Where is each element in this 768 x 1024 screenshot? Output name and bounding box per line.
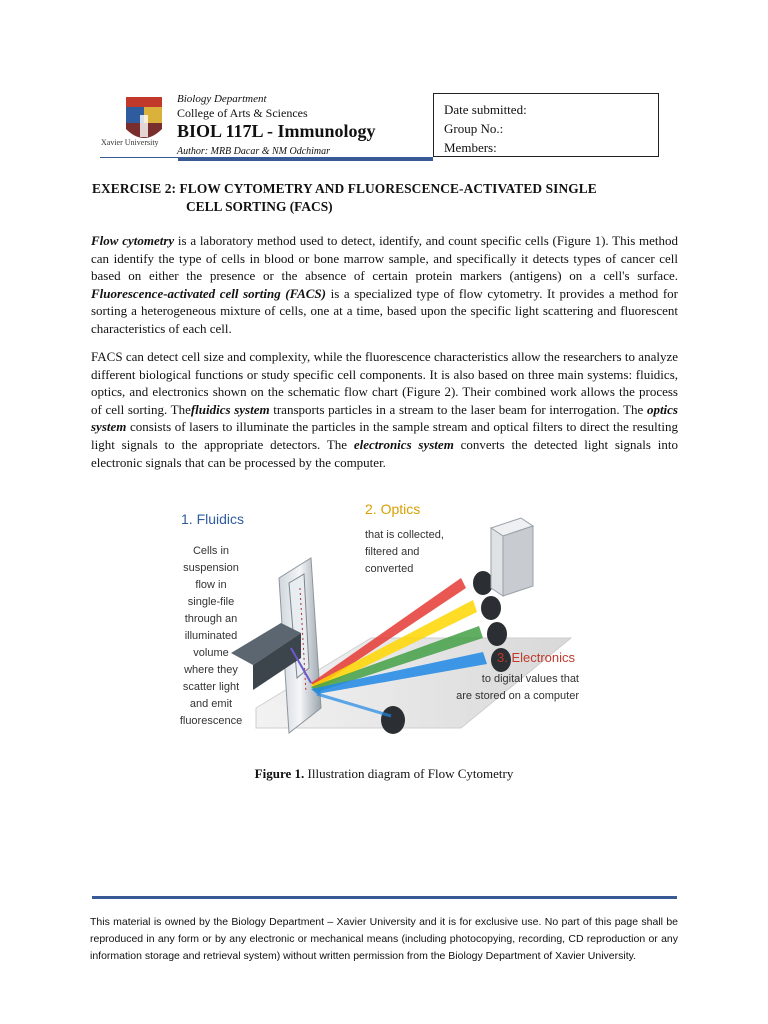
fluidics-title: 1. Fluidics <box>181 511 245 527</box>
exercise-title-line1: EXERCISE 2: FLOW CYTOMETRY AND FLUORESCENCE-ACTIVATED SINGLE <box>92 181 597 196</box>
footer-rule <box>92 896 677 899</box>
term-optics-system: optics system <box>91 401 678 435</box>
svg-text:single-file: single-file <box>187 596 235 608</box>
svg-text:illuminated: illuminated <box>184 630 238 642</box>
term-flow-cytometry: Flow cytometry <box>91 233 175 248</box>
author-line: Author: MRB Dacar & NM Odchimar <box>177 146 331 157</box>
copyright-notice: This material is owned by the Biology Department – Xavier University and it is for exclusive use. No part of this page shall be reproduced in any form or by any electronic or mechanical means (including photocopying, recording, CD reproduction or any information storage and retrieval system) without written permission from the Biology Department of Xavier University. <box>90 916 678 962</box>
group-number-label: Group No.: <box>444 121 504 136</box>
svg-text:filtered and: filtered and <box>365 546 420 558</box>
svg-text:scatter light: scatter light <box>182 681 240 693</box>
figure-caption: Figure 1. Illustration diagram of Flow Cytometry <box>254 766 514 781</box>
optics-description <box>365 529 444 575</box>
svg-text:through an: through an <box>184 613 238 625</box>
term-fluidics-system: fluidics system <box>190 401 270 417</box>
svg-text:to digital values that: to digital values that <box>481 673 579 685</box>
svg-text:volume: volume <box>193 647 229 659</box>
date-submitted-label: Date submitted: <box>444 102 527 117</box>
college-name: College of Arts & Sciences <box>177 106 308 120</box>
svg-text:and emit: and emit <box>189 698 233 710</box>
svg-text:fluorescence: fluorescence <box>179 715 243 727</box>
optics-title: 2. Optics <box>365 501 421 517</box>
submission-info-box <box>433 93 659 157</box>
svg-text:are stored on a computer: are stored on a computer <box>456 690 579 702</box>
svg-text:Cells in: Cells in <box>192 545 230 557</box>
paragraph-flow-cytometry: Flow cytometry is a laboratory method used to detect, identify, and count specific cells (Figure 1). This method can identify the type of cells in blood or bone marrow sample, and specifically it detects types of cancer cell based on either the presence or the absence of certain protein markers (antigens) on a cell's surface. Fluorescence-activated cell sorting (FACS) is a specialized type of flow cytometry. It provides a method for sorting a heterogeneous mixture of cells, one at a time, based upon the specific light scattering and fluorescent characteristics of each cell. <box>91 233 679 336</box>
svg-text:converted: converted <box>365 563 414 575</box>
exercise-title-line2: CELL SORTING (FACS) <box>186 199 333 214</box>
fluidics-description <box>180 545 242 727</box>
members-label: Members: <box>444 140 497 155</box>
term-electronics-system: electronics system <box>353 436 454 452</box>
paragraph-facs-systems: FACS can detect cell size and complexity, while the fluorescence characteristics allow the researchers to analyze different biological functions or study specific cell components. It is also based on three main systems: fluidics, optics, and electronics shown on the schematic flow chart (Figure 2). Their combined work allows the process of cell sorting. Thefluidics system transports particles in a stream to the laser beam for interrogation. The optics system consists of lasers to illuminate the particles in the sample stream and optical filters to direct the resulting light signals to the appropriate detectors. The electronics system converts the detected light signals into electronic signals that can be processed by the computer. <box>91 349 678 470</box>
course-title: BIOL 117L - Immunology <box>177 121 376 141</box>
svg-text:suspension: suspension <box>183 562 239 574</box>
electronics-title: 3. Electronics <box>497 650 576 665</box>
svg-text:where they: where they <box>184 664 238 676</box>
figure-caption-label: Figure 1. <box>254 766 305 781</box>
svg-text:flow in: flow in <box>195 579 227 591</box>
header-rule-thick <box>178 158 433 161</box>
svg-text:that is collected,: that is collected, <box>365 529 444 541</box>
department-name: Biology Department <box>177 93 267 105</box>
university-name: Xavier University <box>101 138 159 147</box>
flow-cytometry-diagram <box>161 488 581 768</box>
term-facs: Fluorescence-activated cell sorting (FACS) <box>91 285 326 301</box>
